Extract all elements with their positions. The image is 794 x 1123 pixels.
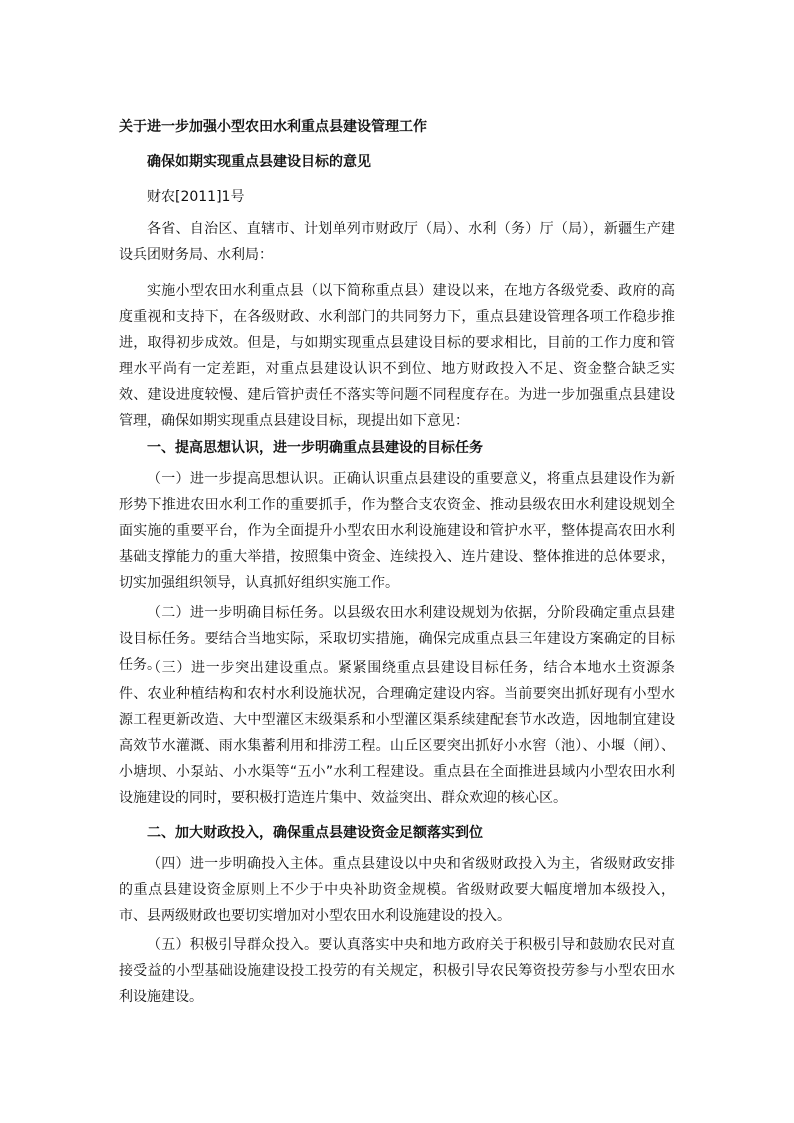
document-title-line2: 确保如期实现重点县建设目标的意见 (147, 154, 371, 170)
intro-paragraph: 实施小型农田水利重点县（以下简称重点县）建设以来，在地方各级党委、政府的高度重视和支持下，在各级财政、水利部门的共同努力下，重点县建设管理各项工作稳步推进，取得初步成效。但是，与如期实现重点县建设目标的要求相比，目前的工作力度和管理水平尚有一定差距，对重点县建设认识不到位、地方财政投入不足、资金整合缺乏实效、建设进度较慢、建后管护责任不落实等问题不同程度存在。为进一步加强重点县建设管理，确保如期实现重点县建设目标，现提出如下意见： (119, 283, 675, 429)
section1-paragraph2: （二）进一步明确目标任务。以县级农田水利建设规划为依据，分阶段确定重点县建设目标任务。要结合当地实际，采取切实措施，确保完成重点县三年建设方案确定的目标任务。 (119, 605, 675, 673)
section2-paragraph1: （四）进一步明确投入主体。重点县建设以中央和省级财政投入为主，省级财政安排的重点县建设资金原则上不少于中央补助资金规模。省级财政要大幅度增加本级投入，市、县两级财政也要切实增加对小型农田水利设施建设的投入。 (119, 856, 675, 924)
section2-heading: 二、加大财政投入，确保重点县建设资金足额落实到位 (147, 825, 483, 841)
document-title-line1: 关于进一步加强小型农田水利重点县建设管理工作 (119, 119, 427, 135)
section1-paragraph3: （三）进一步突出建设重点。紧紧围绕重点县建设目标任务，结合本地水土资源条件、农业种植结构和农村水利设施状况，合理确定建设内容。当前要突出抓好现有小型水源工程更新改造、大中型灌区末级渠系和小型灌区渠系续建配套节水改造，因地制宜建设高效节水灌溉、雨水集蓄利用和排涝工程。山丘区要突出抓好小水窖（池）、小堰（闸）、小塘坝、小泵站、小水渠等“五小”水利工程建设。重点县在全面推进县域内小型农田水利设施建设的同时，要积极打造连片集中、效益突出、群众欢迎的核心区。 (119, 660, 675, 806)
document-number: 财农[2011]1号 (147, 189, 245, 205)
section1-heading: 一、提高思想认识，进一步明确重点县建设的目标任务 (147, 440, 483, 456)
section2-paragraph2: （五）积极引导群众投入。要认真落实中央和地方政府关于积极引导和鼓励农民对直接受益的小型基础设施建设投工投劳的有关规定，积极引导农民筹资投劳参与小型农田水利设施建设。 (119, 937, 675, 1005)
section1-paragraph1: （一）进一步提高思想认识。正确认识重点县建设的重要意义，将重点县建设作为新形势下推进农田水利工作的重要抓手，作为整合支农资金、推动县级农田水利建设规划全面实施的重要平台，作为全面提升小型农田水利设施建设和管护水平，整体提高农田水利基础支撑能力的重大举措，按照集中资金、连续投入、连片建设、整体推进的总体要求，切实加强组织领导，认真抓好组织实施工作。 (119, 471, 675, 591)
addressee-paragraph: 各省、自治区、直辖市、计划单列市财政厅（局）、水利（务）厅（局），新疆生产建设兵团财务局、水利局： (119, 221, 675, 263)
